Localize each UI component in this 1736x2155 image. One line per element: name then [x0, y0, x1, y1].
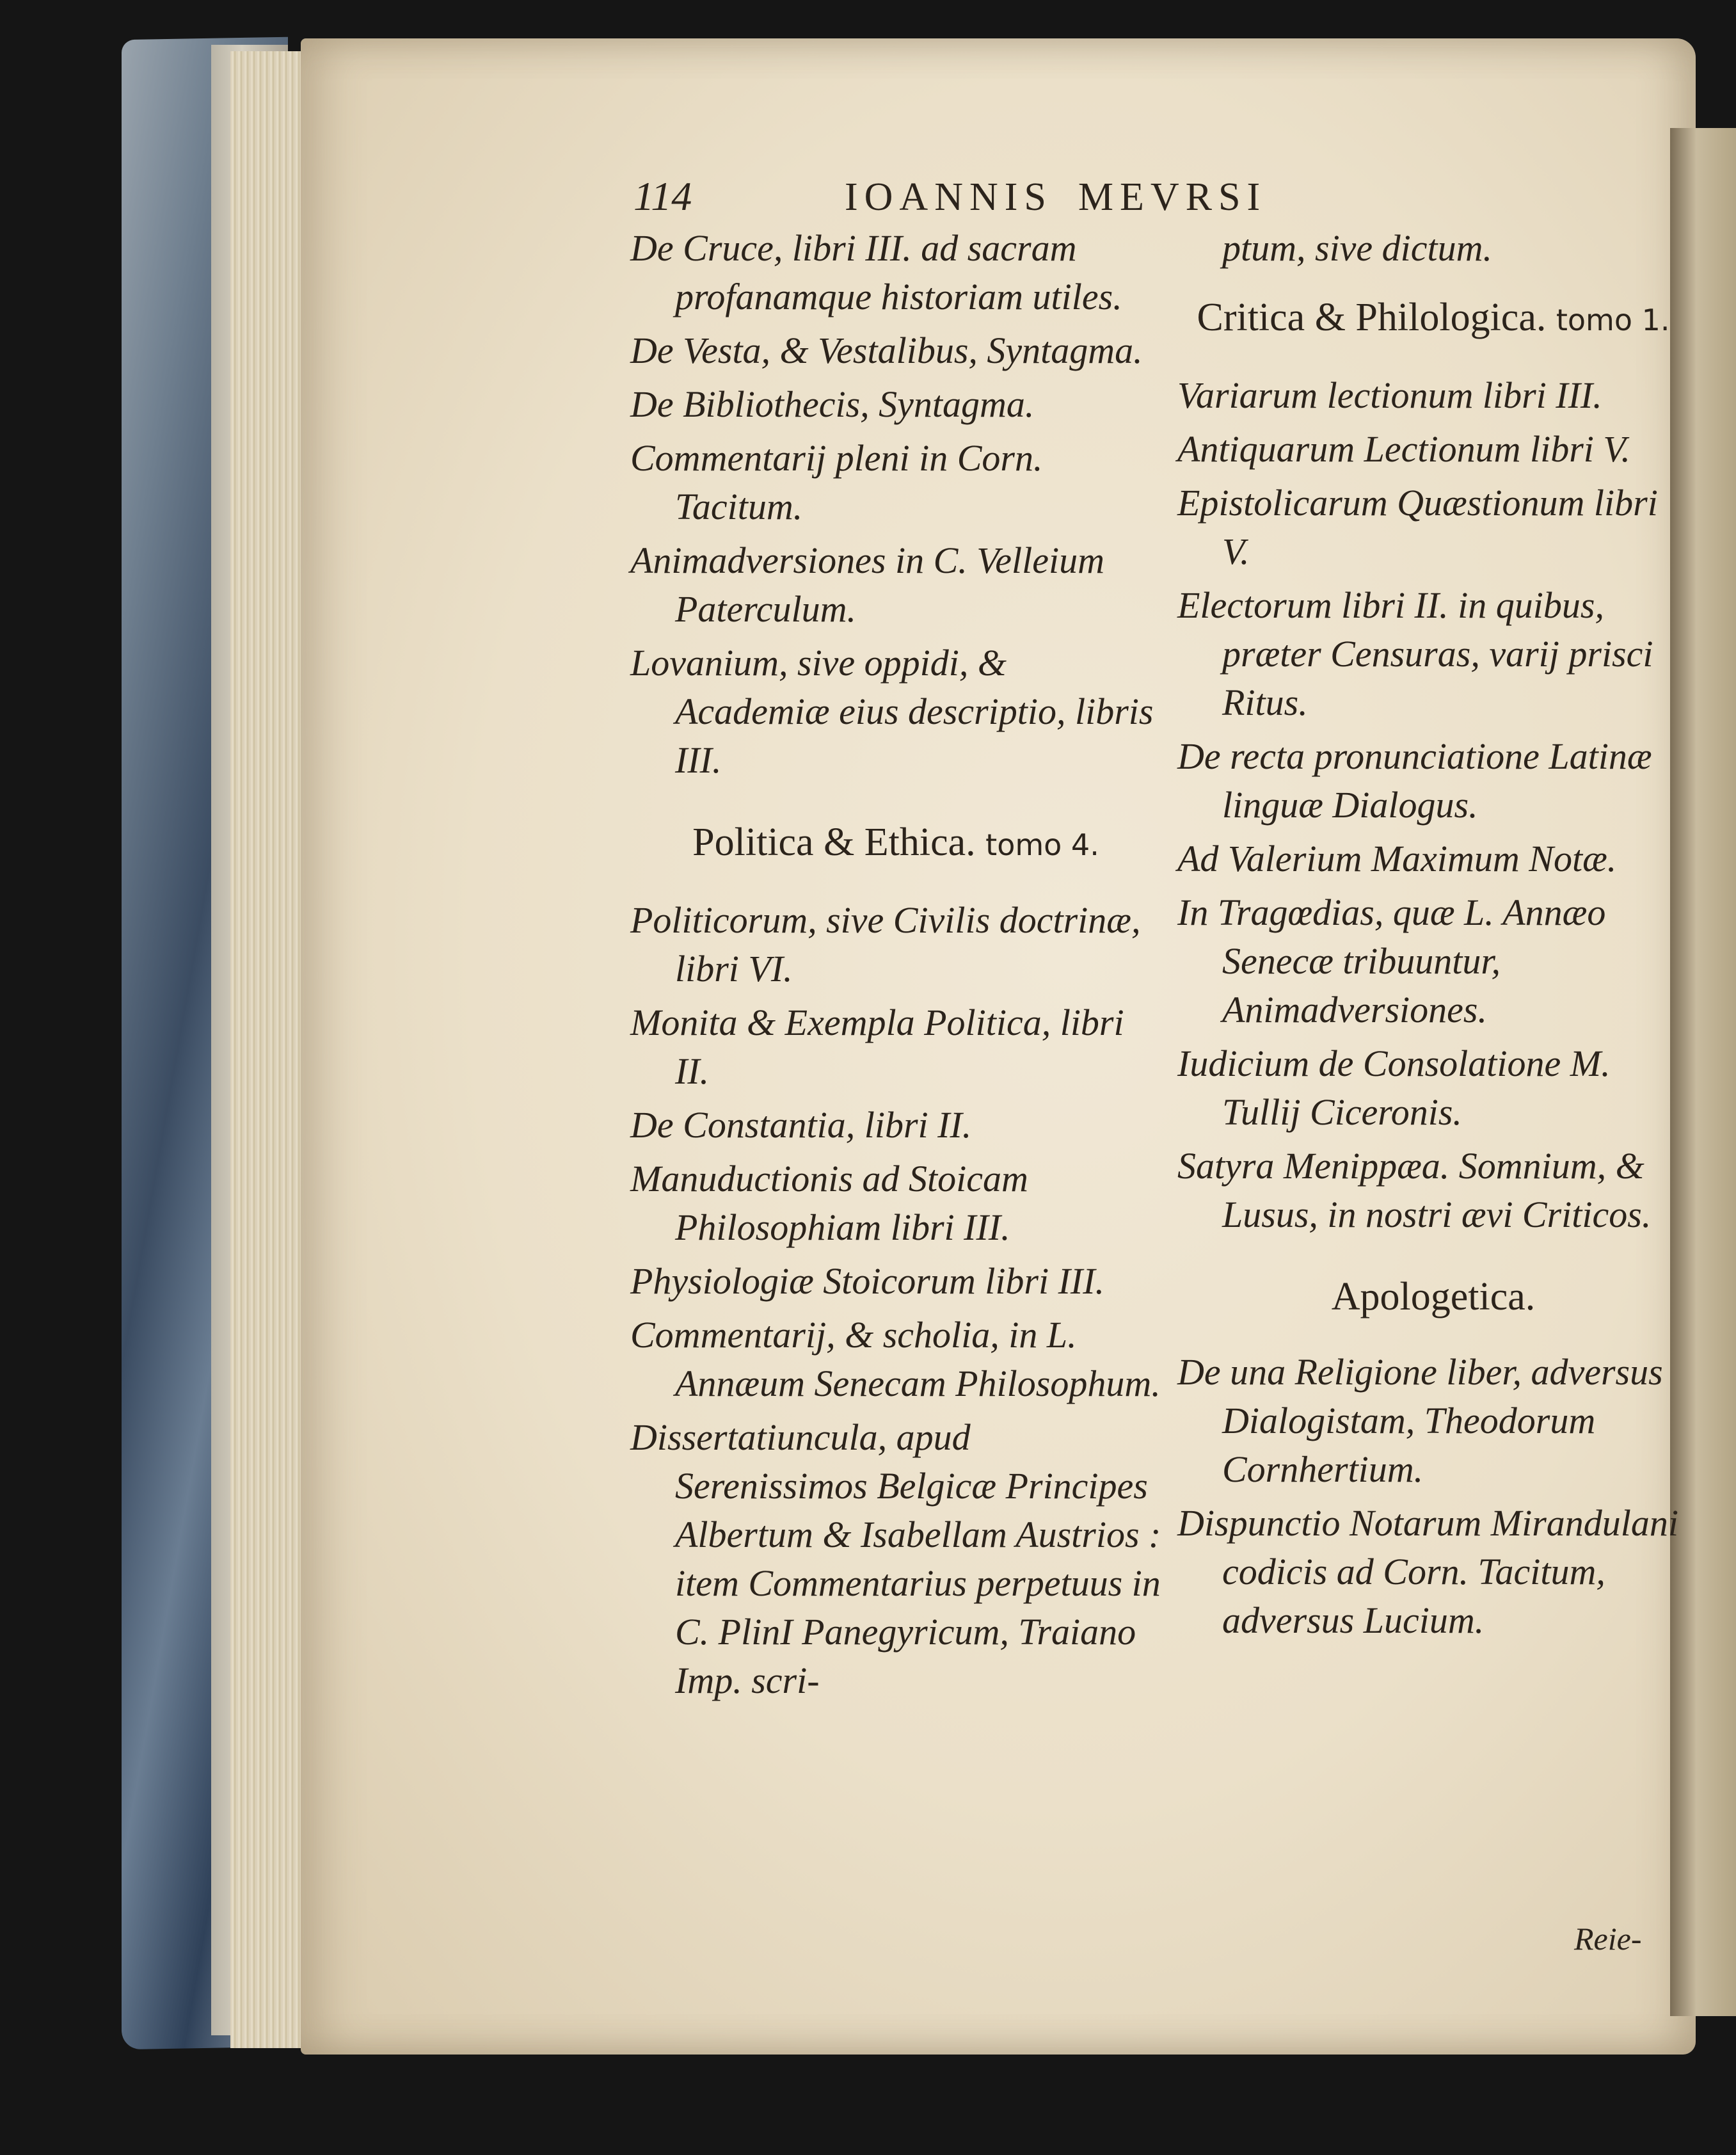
list-item: Satyra Menippæa. Somnium, & Lusus, in nostri ævi Criticos.: [1177, 1145, 1652, 1235]
list-item: Electorum libri II. in quibus, præter Censuras, varij prisci Ritus.: [1177, 584, 1653, 723]
section-heading-politica: [630, 817, 1161, 870]
handwritten-annotation: tomo 1.: [1556, 303, 1670, 337]
handwritten-annotation: tomo 4.: [985, 828, 1099, 862]
list-item: Animadversiones in C. Velleium Paterculum.: [630, 540, 1105, 630]
list-item: De recta pronunciatione Latinæ linguæ Dialogus.: [1177, 735, 1652, 826]
list-item: Variarum lectionum libri III.: [1177, 374, 1602, 416]
list-item: Dispunctio Notarum Mirandulani codicis ad Corn. Tacitum, adversus Lucium.: [1177, 1502, 1679, 1641]
list-item: Politicorum, sive Civilis doctrinæ, libri VI.: [630, 899, 1141, 989]
list-item: In Tragœdias, quæ L. Annæo Senecæ tribuuntur, Animadversiones.: [1177, 892, 1606, 1030]
list-item: De Bibliothecis, Syntagma.: [630, 383, 1035, 425]
list-item: Dissertatiuncula, apud Serenissimos Belgicæ Principes Albertum & Isabellam Austrios : item Commentarius perpetuus in C. PlinI Panegyricum, Traiano Imp. scri-: [630, 1416, 1161, 1701]
section-heading-apologetica: [1177, 1271, 1689, 1322]
author-name-second: MEVRSI: [1078, 175, 1267, 219]
list-item: De una Religione liber, adversus Dialogistam, Theodorum Cornhertium.: [1177, 1351, 1663, 1490]
list-item: Manuductionis ad Stoicam Philosophiam libri III.: [630, 1158, 1028, 1248]
list-item: Commentarij pleni in Corn. Tacitum.: [630, 437, 1043, 527]
list-item: Ad Valerium Maximum Notæ.: [1177, 838, 1617, 879]
list-item: De Cruce, libri III. ad sacram profanamque historiam utiles.: [630, 227, 1122, 317]
continued-text: ptum, sive dictum.: [1222, 227, 1493, 269]
list-item: Iudicium de Consolatione M. Tullij Ciceronis.: [1177, 1043, 1611, 1133]
list-item: Epistolicarum Quæstionum libri V.: [1177, 482, 1658, 572]
left-column: [630, 224, 1161, 1710]
running-head: [633, 173, 1401, 230]
list-item: Physiologiæ Stoicorum libri III.: [630, 1260, 1105, 1302]
list-item: De Vesta, & Vestalibus, Syntagma.: [630, 330, 1143, 371]
list-item: Antiquarum Lectionum libri V.: [1177, 428, 1630, 470]
section-title: Critica & Philologica.: [1197, 296, 1547, 339]
catchword: Reie-: [1574, 1921, 1642, 1957]
section-title: Politica & Ethica.: [692, 821, 976, 864]
right-column: [1177, 224, 1689, 1650]
section-title: Apologetica.: [1331, 1275, 1536, 1318]
section-heading-critica: [1177, 292, 1689, 346]
page-number: 114: [633, 173, 692, 219]
author-name-first: IOANNIS: [845, 175, 1053, 219]
list-item: Lovanium, sive oppidi, & Academiæ eius descriptio, libris III.: [630, 642, 1154, 781]
list-item: Monita & Exempla Politica, libri II.: [630, 1002, 1124, 1092]
list-item: Commentarij, & scholia, in L. Annæum Senecam Philosophum.: [630, 1314, 1161, 1404]
list-item: De Constantia, libri II.: [630, 1104, 972, 1146]
